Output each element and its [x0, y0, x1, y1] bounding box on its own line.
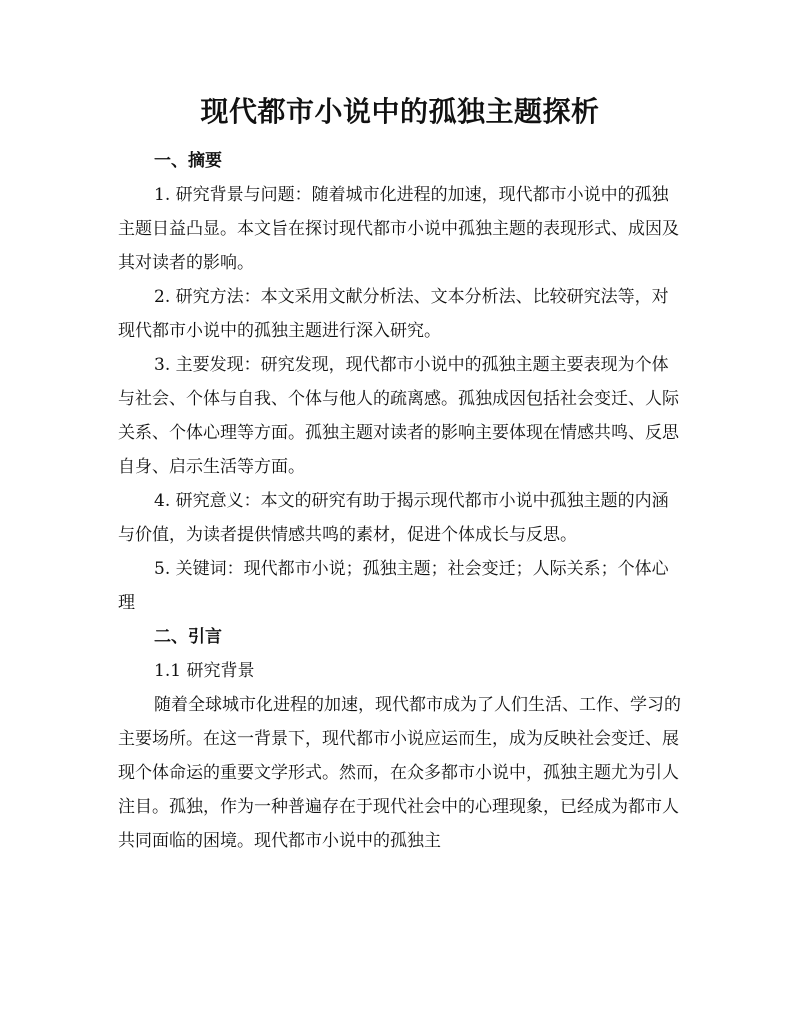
document-title: 现代都市小说中的孤独主题探析 [200, 95, 600, 128]
abstract-item-3: 3. 主要发现：研究发现，现代都市小说中的孤独主题主要表现为个体与社会、个体与自我、个体与他人的疏离感。孤独成因包括社会变迁、人际关系、个体心理等方面。孤独主题对读者的影响主要体现在情感共鸣、反思自身、启示生活等方面。 [118, 355, 679, 477]
abstract-item-2: 2. 研究方法：本文采用文献分析法、文本分析法、比较研究法等，对现代都市小说中的孤独主题进行深入研究。 [118, 287, 669, 341]
abstract-item-5: 5. 关键词：现代都市小说；孤独主题；社会变迁；人际关系；个体心理 [118, 559, 669, 613]
research-background-heading: 1.1 研究背景 [154, 661, 255, 681]
introduction-paragraph: 随着全球城市化进程的加速，现代都市成为了人们生活、工作、学习的主要场所。在这一背景下，现代都市小说应运而生，成为反映社会变迁、展现个体命运的重要文学形式。然而，在众多都市小说中，孤独主题尤为引人注目。孤独，作为一种普遍存在于现代社会中的心理现象，已经成为都市人共同面临的困境。现代都市小说中的孤独主 [118, 695, 681, 851]
abstract-item-4: 4. 研究意义：本文的研究有助于揭示现代都市小说中孤独主题的内涵与价值，为读者提供情感共鸣的素材，促进个体成长与反思。 [118, 491, 669, 545]
document-body [118, 144, 684, 858]
abstract-item-1: 1. 研究背景与问题：随着城市化进程的加速，现代都市小说中的孤独主题日益凸显。本文旨在探讨现代都市小说中孤独主题的表现形式、成因及其对读者的影响。 [118, 185, 679, 273]
introduction-heading: 二、引言 [154, 627, 222, 647]
abstract-heading: 一、摘要 [154, 151, 222, 171]
